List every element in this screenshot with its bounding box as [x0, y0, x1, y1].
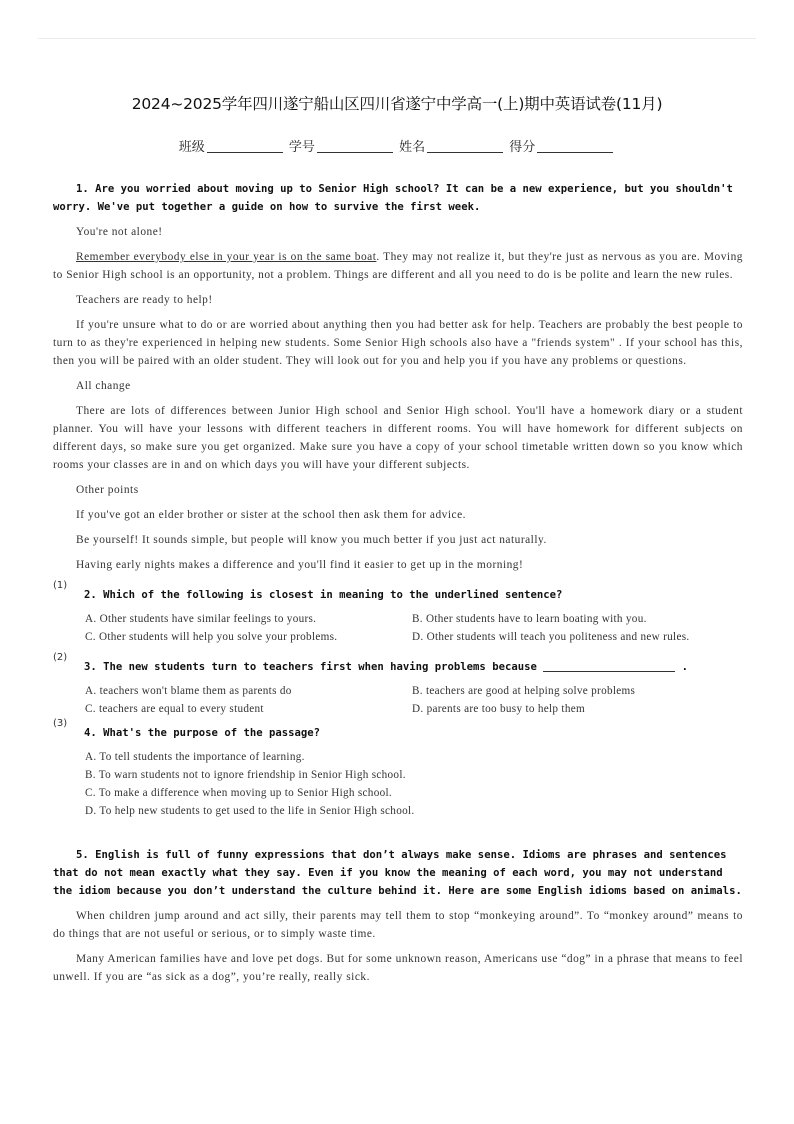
option-b[interactable]: B. Other students have to learn boating with you. [412, 613, 647, 625]
number-label: 学号 [288, 140, 315, 155]
question-5-intro: 5. English is full of funny expressions that don’t always make sense. Idioms are phrases and sentences that do not mean exactly what they say. Even if you know the meaning of each word, you may not understand the idiom because you don’t understand the culture behind it. Here are some English idioms based on animals. [53, 849, 742, 897]
question-stem-text: 3. The new students turn to teachers first when having problems because [84, 661, 537, 673]
question-stem: 4. What's the purpose of the passage? [84, 727, 320, 739]
question-stem [53, 658, 743, 676]
number-blank [317, 140, 393, 153]
passage-paragraph: Many American families have and love pet dogs. But for some unknown reason, Americans use “dog” in a phrase that means to feel unwell. If you are “as sick as a dog”, you’re really, really sick. [53, 953, 743, 983]
passage-paragraph: Be yourself! It sounds simple, but people will know you much better if you just act naturally. [76, 534, 547, 546]
top-divider [38, 38, 756, 39]
exam-content [53, 180, 743, 993]
underlined-sentence: Remember everybody else in your year is on the same boat [76, 251, 377, 263]
passage-heading: Teachers are ready to help! [76, 294, 213, 306]
option-b[interactable]: B. To warn students not to ignore friendship in Senior High school. [85, 769, 406, 781]
paragraph-text: . They may not realize it, but they're just as nervous as you are. Moving to Senior High school is an opportunity, not a problem. Things are different and all you need to do is be polite and learn the new rules. [53, 251, 743, 281]
sub-question-number: (1) [53, 580, 68, 591]
question-stem: 2. Which of the following is closest in meaning to the underlined sentence? [84, 589, 563, 601]
sub-question-number: (2) [53, 652, 68, 663]
question-1-intro: 1. Are you worried about moving up to Senior High school? It can be a new experience, but you shouldn't worry. We've put together a guide on how to survive the first week. [53, 183, 733, 213]
passage-heading: You're not alone! [76, 226, 163, 238]
answer-options [53, 610, 743, 646]
passage-paragraph: When children jump around and act silly, their parents may tell them to stop “monkeying around”. To “monkey around” means to do things that are not useful or serious, or to simply waste time. [53, 910, 743, 940]
score-blank [537, 140, 613, 153]
sub-question-1 [53, 580, 743, 646]
passage-paragraph: There are lots of differences between Junior High school and Senior High school. You'll have a homework diary or a student planner. You will have your lessons with different teachers in different rooms. You will have homework for different subjects on different days, so make sure you get organized. Make sure you have a copy of your school timetable written down so you know which rooms your classes are in and on which days you will have your different subjects. [53, 405, 743, 471]
section-gap [53, 820, 743, 846]
sub-question-3 [53, 718, 743, 820]
option-c[interactable]: C. teachers are equal to every student [85, 703, 264, 715]
option-c[interactable]: C. Other students will help you solve your problems. [85, 631, 338, 643]
option-a[interactable]: A. Other students have similar feelings to yours. [85, 613, 317, 625]
page-title: 2024~2025学年四川遂宁船山区四川省遂宁中学高一(上)期中英语试卷(11月) [131, 95, 663, 113]
answer-options [53, 682, 743, 718]
student-info-line [0, 136, 794, 155]
option-b[interactable]: B. teachers are good at helping solve problems [412, 685, 636, 697]
answer-blank [543, 660, 675, 672]
passage-paragraph [53, 248, 743, 284]
class-label: 班级 [178, 140, 205, 155]
name-blank [427, 140, 503, 153]
question-stem-end: . [681, 661, 689, 673]
score-label: 得分 [509, 140, 536, 155]
sub-question-number: (3) [53, 718, 68, 729]
passage-paragraph: If you're unsure what to do or are worried about anything then you had better ask for help. Teachers are probably the best people to turn to as they're experienced in helping new students. Some Senior High schools also have a "friends system" . If your school has this, then you will be paired with an older student. They will look out for you and help you if you have any problems or questions. [53, 319, 743, 367]
passage-paragraph: Having early nights makes a difference and you'll find it easier to get up in the morning! [76, 559, 524, 571]
option-c[interactable]: C. To make a difference when moving up to Senior High school. [85, 787, 392, 799]
option-d[interactable]: D. Other students will teach you politeness and new rules. [412, 631, 690, 643]
passage-heading: All change [76, 380, 131, 392]
answer-options [53, 748, 743, 820]
option-a[interactable]: A. teachers won't blame them as parents do [85, 685, 292, 697]
option-a[interactable]: A. To tell students the importance of learning. [85, 751, 305, 763]
sub-question-2 [53, 652, 743, 718]
passage-heading: Other points [76, 484, 139, 496]
option-d[interactable]: D. To help new students to get used to the life in Senior High school. [85, 805, 415, 817]
passage-paragraph: If you've got an elder brother or sister at the school then ask them for advice. [76, 509, 466, 521]
option-d[interactable]: D. parents are too busy to help them [412, 703, 585, 715]
class-blank [207, 140, 283, 153]
name-label: 姓名 [399, 140, 426, 155]
